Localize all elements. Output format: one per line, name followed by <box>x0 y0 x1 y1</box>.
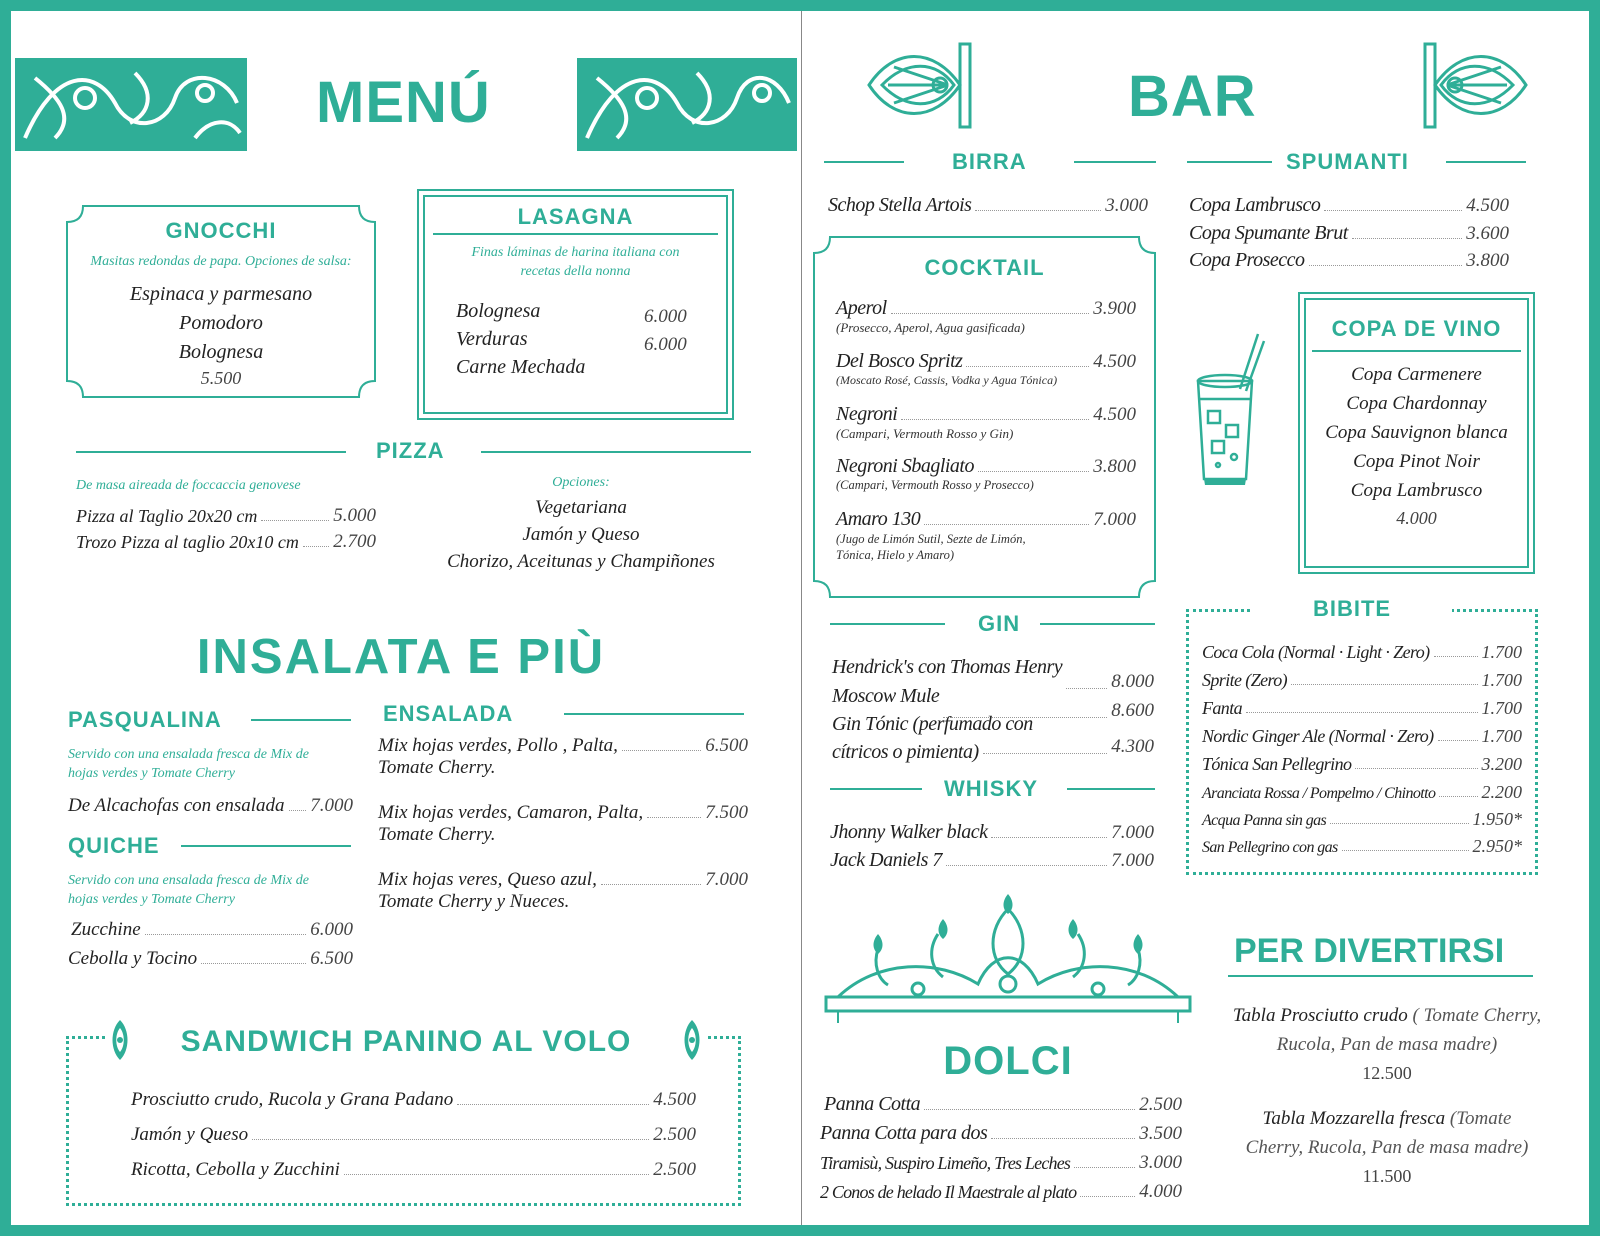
copa-vino-rule <box>1312 350 1521 352</box>
leader-dots <box>289 810 307 811</box>
dolci-item-row <box>820 1174 1182 1203</box>
leader-dots <box>983 753 1108 754</box>
whisky-item-name: Jhonny Walker black <box>830 821 988 843</box>
leader-dots <box>1352 238 1462 239</box>
lasagna-price: 6.000 <box>644 334 687 355</box>
baroque-ornament-panel-left <box>15 58 247 151</box>
bibite-item-name: San Pellegrino con gas <box>1202 839 1338 856</box>
leader-dots <box>252 1139 649 1140</box>
bibite-list <box>1202 635 1522 857</box>
leader-dots <box>1434 656 1478 657</box>
leader-dots <box>601 884 701 885</box>
cocktail-item <box>836 297 1136 336</box>
spumanti-item-name: Copa Prosecco <box>1189 249 1305 271</box>
dolci-title: DOLCI <box>943 1039 1073 1083</box>
leader-dots <box>1074 1167 1135 1168</box>
lasagna-item: Carne Mechada <box>456 356 586 378</box>
bibite-item-name: Sprite (Zero) <box>1202 670 1288 690</box>
bibite-item-name: Nordic Ginger Ale (Normal · Zero) <box>1202 726 1434 746</box>
sandwich-item-price: 2.500 <box>653 1124 696 1145</box>
gin-item-row <box>832 713 1154 764</box>
spumanti-rule-right <box>1446 161 1526 163</box>
spumanti-item-row <box>1189 249 1509 272</box>
gnocchi-option: Bolognesa <box>178 341 264 363</box>
leader-dots <box>991 1138 1135 1139</box>
leader-dots <box>924 1109 1135 1110</box>
bibite-item-price: 2.950* <box>1472 836 1522 856</box>
dolci-item-name: 2 Conos de helado Il Maestrale al plato <box>820 1182 1077 1202</box>
bibite-title-bar <box>1252 596 1452 626</box>
ensalada-item-line1: Mix hojas verdes, Pollo , Palta, <box>378 735 618 756</box>
quiche-item-price: 6.000 <box>310 919 353 940</box>
bibite-item-row <box>1202 747 1522 775</box>
sandwich-title: SANDWICH PANINO AL VOLO <box>180 1025 632 1058</box>
ensalada-item-price: 7.500 <box>705 802 748 823</box>
dolci-list <box>820 1087 1182 1203</box>
copa-vino-price: 4.000 <box>1396 508 1437 528</box>
bibite-item-price: 1.700 <box>1481 698 1522 718</box>
birra-rule-left <box>824 161 904 163</box>
acanthus-ornament-left <box>864 42 974 129</box>
cocktail-item <box>836 508 1136 563</box>
pasqualina-desc-line: hojas verdes y Tomate Cherry <box>68 766 235 781</box>
menu-page <box>11 11 801 1225</box>
per-divertirsi-item-detail: Cherry, Rucola, Pan de masa madre) <box>1245 1137 1529 1158</box>
copa-vino-item: Copa Sauvignon blanca <box>1325 422 1508 443</box>
bibite-item-name: Coca Cola (Normal · Light · Zero) <box>1202 642 1430 662</box>
copa-vino-item: Copa Lambrusco <box>1350 480 1483 501</box>
pasqualina-desc-line: Servido con una ensalada fresca de Mix de <box>68 747 309 762</box>
gin-item-price: 4.300 <box>1111 736 1154 757</box>
gnocchi-price: 5.500 <box>200 368 242 388</box>
pizza-rule-right <box>481 451 751 453</box>
leader-dots <box>1246 712 1478 713</box>
cocktail-item-ingredients: (Campari, Vermouth Rosso y Prosecco) <box>836 478 1034 492</box>
cocktail-item-ingredients: (Campari, Vermouth Rosso y Gin) <box>836 426 1014 441</box>
gin-title: GIN <box>978 611 1021 636</box>
whisky-item-price: 7.000 <box>1111 850 1154 871</box>
ensalada-item <box>378 735 748 779</box>
cocktail-item-ingredients: (Moscato Rosé, Cassis, Vodka y Agua Tónica) <box>836 373 1058 387</box>
whisky-item-name: Jack Daniels 7 <box>830 849 942 871</box>
leader-dots <box>457 1104 649 1105</box>
bibite-item-price: 1.700 <box>1481 670 1522 690</box>
dolci-item-name: Panna Cotta para dos <box>820 1122 988 1144</box>
pizza-option: Vegetariana <box>535 497 627 518</box>
gin-item-price: 8.600 <box>1111 700 1154 721</box>
per-divertirsi-rule <box>1228 975 1533 977</box>
lasagna-item: Verduras <box>456 328 528 350</box>
gin-rule-left <box>830 623 945 625</box>
baroque-ornament-panel-right <box>577 58 797 151</box>
gnocchi-option: Espinaca y parmesano <box>129 283 313 305</box>
pizza-item-name: Pizza al Taglio 20x20 cm <box>76 506 258 526</box>
gnocchi-box <box>65 204 377 399</box>
cocktail-item-ingredients: Tónica, Hielo y Amaro) <box>836 548 955 562</box>
fleuron-icon <box>678 1018 706 1062</box>
cocktail-item-price: 7.000 <box>1093 509 1136 530</box>
leader-dots <box>1439 796 1477 797</box>
gin-item-name: Moscow Mule <box>832 685 940 707</box>
bibite-item-name: Acqua Panna sin gas <box>1202 812 1327 829</box>
ensalada-item-price: 7.000 <box>705 869 748 890</box>
pizza-item-name: Trozo Pizza al taglio 20x10 cm <box>76 532 299 552</box>
bibite-item-name: Tónica San Pellegrino <box>1202 754 1352 774</box>
cocktail-item <box>836 403 1136 442</box>
leader-dots <box>1438 740 1478 741</box>
copa-vino-box <box>1298 292 1535 574</box>
whisky-title: WHISKY <box>944 776 1038 801</box>
cocktail-item-price: 4.500 <box>1093 351 1136 372</box>
quiche-rule <box>181 845 351 847</box>
copa-vino-item: Copa Pinot Noir <box>1353 451 1480 472</box>
whisky-item-price: 7.000 <box>1111 822 1154 843</box>
copa-vino-list <box>1300 360 1533 505</box>
pizza-item-row <box>76 531 376 553</box>
ensalada-rule <box>564 713 744 715</box>
bibite-item-price: 1.700 <box>1481 642 1522 662</box>
cocktail-box <box>812 235 1157 599</box>
pizza-rule-left <box>76 451 346 453</box>
spumanti-title: SPUMANTI <box>1286 149 1409 174</box>
sandwich-item-row <box>131 1124 696 1146</box>
gin-item-price: 8.000 <box>1111 671 1154 692</box>
leader-dots <box>1330 823 1468 824</box>
dolci-item-price: 2.500 <box>1139 1094 1182 1115</box>
ensalada-item-line2: Tomate Cherry. <box>378 757 496 778</box>
copa-vino-item: Copa Chardonnay <box>1346 393 1487 414</box>
pasqualina-item-row <box>68 795 353 817</box>
pasqualina-item-price: 7.000 <box>310 795 353 816</box>
pizza-options-label: Opciones: <box>552 475 610 490</box>
leader-dots <box>924 524 1089 525</box>
sandwich-item-name: Prosciutto crudo, Rucola y Grana Padano <box>131 1089 454 1110</box>
gnocchi-options <box>65 280 377 367</box>
leader-dots <box>344 1174 649 1175</box>
bibite-item-row <box>1202 691 1522 719</box>
bibite-item-row <box>1202 635 1522 663</box>
per-divertirsi-item-price: 11.500 <box>1362 1166 1412 1186</box>
per-divertirsi-item <box>1217 1104 1557 1191</box>
spumanti-item-price: 3.600 <box>1466 223 1509 244</box>
dolci-item-row <box>820 1116 1182 1145</box>
whisky-rule-left <box>830 788 922 790</box>
leader-dots <box>966 366 1089 367</box>
bibite-item-price: 3.200 <box>1481 754 1522 774</box>
cocktail-item-name: Del Bosco Spritz <box>836 350 963 372</box>
bibite-item-row <box>1202 663 1522 691</box>
copa-vino-title: COPA DE VINO <box>1331 316 1502 341</box>
cocktail-item-name: Aperol <box>836 297 887 319</box>
bibite-item-price: 1.700 <box>1481 726 1522 746</box>
quiche-item-row <box>68 948 353 970</box>
pizza-item-price: 2.700 <box>333 531 376 552</box>
dolci-item-price: 3.000 <box>1139 1152 1182 1173</box>
pizza-desc: De masa aireada de foccaccia genovese <box>76 478 301 493</box>
pasqualina-item-name: De Alcachofas con ensalada <box>68 795 285 816</box>
per-divertirsi-item-name: Tabla Mozzarella fresca <box>1262 1108 1446 1129</box>
cocktail-item-price: 3.900 <box>1093 298 1136 319</box>
bibite-item-row <box>1202 775 1522 803</box>
per-divertirsi-item-name: Tabla Prosciutto crudo <box>1232 1005 1408 1026</box>
leader-dots <box>891 313 1090 314</box>
crown-ornament-icon <box>818 889 1198 1029</box>
ensalada-item <box>378 869 748 913</box>
birra-item-name: Schop Stella Artois <box>828 194 972 216</box>
pizza-item-row <box>76 505 376 527</box>
bar-title: BAR <box>1128 64 1257 129</box>
lasagna-desc <box>419 243 732 281</box>
pasqualina-desc <box>68 745 309 783</box>
quiche-title: QUICHE <box>68 833 160 858</box>
ensalada-item-line2: Tomate Cherry y Nueces. <box>378 891 570 912</box>
gnocchi-desc: Masitas redondas de papa. Opciones de salsa: <box>90 254 352 269</box>
fleuron-icon <box>106 1018 134 1062</box>
quiche-item-name: Zucchine <box>71 919 141 940</box>
whisky-item-row <box>830 821 1154 844</box>
pizza-title: PIZZA <box>376 438 445 463</box>
leader-dots <box>261 520 329 521</box>
quiche-item-price: 6.500 <box>310 948 353 969</box>
bibite-item-row <box>1202 719 1522 747</box>
lasagna-prices <box>644 303 687 359</box>
sandwich-item-price: 4.500 <box>653 1089 696 1110</box>
gin-item-row <box>832 685 1154 721</box>
quiche-item-name: Cebolla y Tocino <box>68 948 198 969</box>
leader-dots <box>1355 768 1477 769</box>
bibite-item-price: 1.950* <box>1472 809 1522 829</box>
ensalada-item-line1: Mix hojas veres, Queso azul, <box>378 869 597 890</box>
quiche-item-row <box>71 919 353 941</box>
pasqualina-title: PASQUALINA <box>68 707 222 732</box>
leader-dots <box>975 210 1101 211</box>
spumanti-item-name: Copa Spumante Brut <box>1189 222 1348 244</box>
dolci-item-name: Tiramisù, Suspiro Limeño, Tres Leches <box>820 1153 1071 1173</box>
acanthus-fan-icon <box>1421 42 1531 129</box>
ensalada-item-line2: Tomate Cherry. <box>378 824 496 845</box>
ensalada-title: ENSALADA <box>383 701 514 726</box>
quiche-desc-line: hojas verdes y Tomate Cherry <box>68 892 235 907</box>
insalata-title: INSALATA E PIÙ <box>196 630 606 684</box>
gnocchi-title: GNOCCHI <box>165 218 277 243</box>
lasagna-items <box>456 297 585 381</box>
pizza-option: Chorizo, Aceitunas y Champiñones <box>447 551 715 572</box>
per-divertirsi-item-detail: ( Tomate Cherry, <box>1412 1005 1542 1026</box>
whisky-item-row <box>830 849 1154 872</box>
bibite-item-name: Aranciata Rossa / Pompelmo / Chinotto <box>1202 785 1436 802</box>
birra-rule-right <box>1074 161 1156 163</box>
sandwich-item-row <box>131 1159 696 1181</box>
spumanti-item-price: 4.500 <box>1466 195 1509 216</box>
sandwich-title-bar <box>106 1015 706 1065</box>
leader-dots <box>1309 265 1463 266</box>
sandwich-item-name: Ricotta, Cebolla y Zucchini <box>131 1159 340 1180</box>
gin-item-row <box>832 656 1154 692</box>
bibite-title: BIBITE <box>1312 596 1392 621</box>
whisky-rule-right <box>1067 788 1155 790</box>
baroque-ornament-icon <box>15 58 247 151</box>
leader-dots <box>201 963 306 964</box>
spumanti-item-row <box>1189 222 1509 245</box>
lasagna-box <box>417 189 734 420</box>
lasagna-item: Bolognesa <box>456 300 541 322</box>
lasagna-desc-line: recetas della nonna <box>520 264 631 279</box>
dolci-item-price: 3.500 <box>1139 1123 1182 1144</box>
pizza-option: Jamón y Queso <box>522 524 640 545</box>
leader-dots <box>1080 1196 1135 1197</box>
crown-ornament <box>818 889 1198 1029</box>
lasagna-desc-line: Finas láminas de harina italiana con <box>471 245 680 260</box>
gin-item-name-cont: cítricos o pimienta) <box>832 741 979 763</box>
dolci-item-name: Panna Cotta <box>824 1093 921 1115</box>
quiche-desc <box>68 871 309 909</box>
spumanti-rule-left <box>1187 161 1272 163</box>
cocktail-item-price: 3.800 <box>1093 456 1136 477</box>
cocktail-item-ingredients: (Jugo de Limón Sutil, Sezte de Limón, <box>836 532 1026 546</box>
leader-dots <box>946 865 1107 866</box>
leader-dots <box>1342 850 1469 851</box>
gnocchi-option: Pomodoro <box>179 312 263 334</box>
sandwich-item-name: Jamón y Queso <box>131 1124 249 1145</box>
cocktail-item-name: Negroni <box>836 403 898 425</box>
cocktail-item <box>836 350 1136 388</box>
bibite-item-row <box>1202 830 1522 857</box>
sandwich-item-price: 2.500 <box>653 1159 696 1180</box>
per-divertirsi-item <box>1217 1001 1557 1088</box>
per-divertirsi-title: PER DIVERTIRSI <box>1234 932 1505 970</box>
bibite-item-price: 2.200 <box>1481 782 1522 802</box>
lasagna-rule <box>433 233 718 235</box>
ensalada-item-line1: Mix hojas verdes, Camaron, Palta, <box>378 802 644 823</box>
cocktail-item-name: Amaro 130 <box>836 508 921 530</box>
dolci-item-price: 4.000 <box>1139 1181 1182 1202</box>
ensalada-item <box>378 802 748 846</box>
leader-dots <box>991 837 1107 838</box>
fleuron-right <box>678 1018 706 1062</box>
menu-title: MENÚ <box>316 70 491 135</box>
ensalada-item-price: 6.500 <box>705 735 748 756</box>
per-divertirsi-item-price: 12.500 <box>1362 1063 1412 1083</box>
leader-dots <box>303 546 329 547</box>
cocktail-item-ingredients: (Prosecco, Aperol, Agua gasificada) <box>836 320 1025 335</box>
leader-dots <box>978 471 1089 472</box>
leader-dots <box>901 419 1089 420</box>
sandwich-item-row <box>131 1089 696 1111</box>
baroque-ornament-icon <box>577 58 797 151</box>
leader-dots <box>622 750 701 751</box>
leader-dots <box>1291 684 1477 685</box>
lasagna-price: 6.000 <box>644 306 687 327</box>
cocktail-item <box>836 455 1136 493</box>
cocktail-glass-illustration <box>1190 329 1268 489</box>
pizza-item-price: 5.000 <box>333 505 376 526</box>
copa-vino-item: Copa Carmenere <box>1351 364 1482 385</box>
spumanti-item-row <box>1189 194 1509 217</box>
birra-item-price: 3.000 <box>1105 195 1148 216</box>
leader-dots <box>1324 210 1462 211</box>
per-divertirsi-item-detail: (Tomate <box>1449 1108 1512 1129</box>
pasqualina-rule <box>251 719 351 721</box>
cocktail-glass-icon <box>1190 329 1268 489</box>
acanthus-fan-icon <box>864 42 974 129</box>
acanthus-ornament-right <box>1421 42 1531 129</box>
gin-item-name: Hendrick's con Thomas Henry <box>832 656 1063 678</box>
gin-item-name: Gin Tónic (perfumado con <box>832 713 1033 735</box>
lasagna-title: LASAGNA <box>517 204 634 229</box>
dolci-item-row <box>820 1087 1182 1116</box>
dolci-item-row <box>820 1145 1182 1174</box>
leader-dots <box>145 934 307 935</box>
cocktail-item-name: Negroni Sbagliato <box>836 455 974 477</box>
pizza-options <box>421 494 741 575</box>
bibite-item-name: Fanta <box>1202 698 1242 718</box>
birra-title: BIRRA <box>952 149 1027 174</box>
birra-item-row <box>828 194 1148 217</box>
bibite-item-row <box>1202 803 1522 830</box>
cocktail-item-price: 4.500 <box>1093 404 1136 425</box>
quiche-desc-line: Servido con una ensalada fresca de Mix de <box>68 873 309 888</box>
fleuron-left <box>106 1018 134 1062</box>
spumanti-item-name: Copa Lambrusco <box>1189 194 1321 216</box>
gin-rule-right <box>1040 623 1155 625</box>
leader-dots <box>647 817 701 818</box>
per-divertirsi-item-detail: Rucola, Pan de masa madre) <box>1276 1034 1498 1055</box>
spumanti-item-price: 3.800 <box>1466 250 1509 271</box>
bar-page <box>802 11 1589 1225</box>
cocktail-title: COCKTAIL <box>924 255 1045 280</box>
